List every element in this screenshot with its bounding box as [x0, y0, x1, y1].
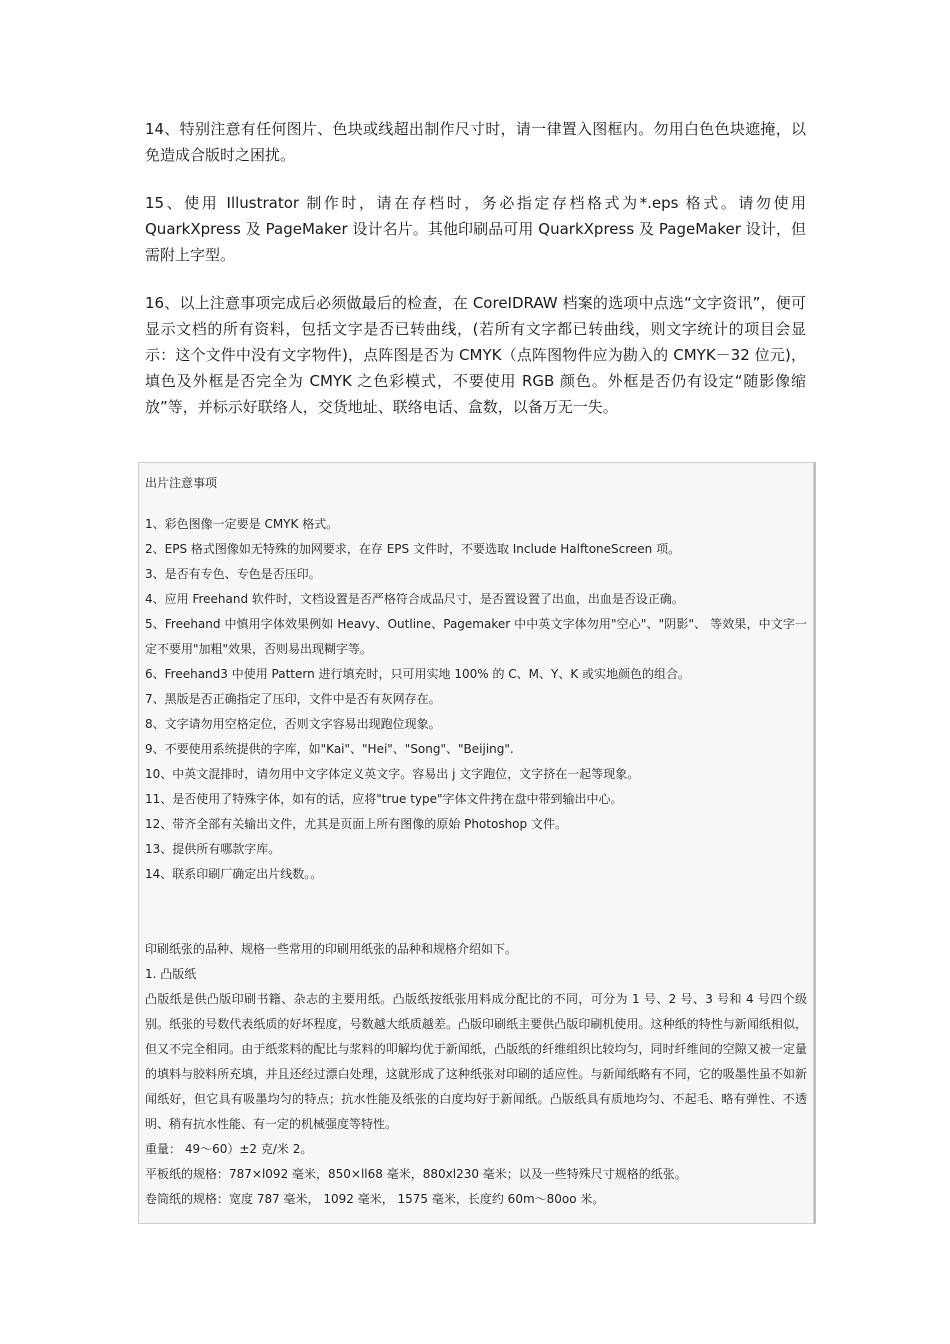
- paper-heading: 1. 凸版纸: [145, 967, 197, 981]
- paragraph-15: 15、使用 Illustrator 制作时，请在存档时，务必指定存档格式为*.eps 格式。请勿使用 QuarkXpress 及 PageMaker 设计名片。其他印刷品可用 QuarkXpress 及 PageMaker 设计，但需附上字型。: [145, 194, 806, 264]
- note-item: 4、应用 Freehand 软件时，文档设置是否严格符合成品尺寸，是否置设置了出血，出血是否设正确。: [145, 592, 684, 606]
- spacer: [145, 887, 807, 937]
- paper-intro: 印刷纸张的品种、规格一些常用的印刷用纸张的品种和规格介绍如下。: [145, 942, 518, 956]
- note-item: 7、黑版是否正确指定了压印，文件中是否有灰网存在。: [145, 692, 441, 706]
- note-item: 1、彩色图像一定要是 CMYK 格式。: [145, 517, 339, 531]
- note-item: 11、是否使用了特殊字体，如有的话，应将"true type"字体文件拷在盘中带到输出中心。: [145, 792, 623, 806]
- paper-description: 凸版纸是供凸版印刷书籍、杂志的主要用纸。凸版纸按纸张用料成分配比的不同，可分为 1 号、2 号、3 号和 4 号四个级别。纸张的号数代表纸质的好坏程度，号数越大纸质越差。凸版印刷纸主要供凸版印刷机使用。这种纸的特性与新闻纸相似，但又不完全相同。由于纸浆料的配比与浆料的叩解均优于新闻纸，凸版纸的纤维组织比较均匀，同时纤维间的空隙又被一定量的填料与胶料所充填，并且还经过漂白处理，这就形成了这种纸张对印刷的适应性。与新闻纸略有不同，它的吸墨性虽不如新闻纸好，但它具有吸墨均匀的特点；抗水性能及纸张的白度均好于新闻纸。凸版纸具有质地均匀、不起毛、略有弹性、不透明、稍有抗水性能、有一定的机械强度等特性。: [145, 992, 807, 1131]
- note-item: 9、不要使用系统提供的字库，如"Kai"、"Hei"、"Song"、"Beijing".: [145, 742, 514, 756]
- notes-title: 出片注意事项: [145, 476, 218, 490]
- notes-box: [138, 462, 814, 1224]
- notes-box-content: [145, 471, 807, 1212]
- paragraph-16: 16、以上注意事项完成后必须做最后的检查，在 CoreIDRAW 档案的选项中点选“文字资讯”，便可显示文档的所有资料，包括文字是否已转曲线，(若所有文字都已转曲线，则文字统计的项目会显示：这个文件中没有文字物件)，点阵图是否为 CMYK（点阵图物件应为勘入的 CMYK－32 位元)，填色及外框是否完全为 CMYK 之色彩模式，不要使用 RGB 颜色。外框是否仍有设定“随影像缩放”等，并标示好联络人，交货地址、联络电话、盒数，以备万无一失。: [145, 294, 806, 416]
- paper-roll-spec: 卷筒纸的规格：宽度 787 毫米， 1092 毫米， 1575 毫米，长度约 60m～80oo 米。: [145, 1192, 605, 1206]
- paper-weight: 重量： 49～60）±2 克/米 2。: [145, 1142, 313, 1156]
- note-item: 2、EPS 格式图像如无特殊的加网要求，在存 EPS 文件时，不要选取 Include HalftoneScreen 项。: [145, 542, 681, 556]
- note-item: 13、提供所有哪款字库。: [145, 842, 281, 856]
- paper-flat-spec: 平板纸的规格：787×l092 毫米，850×ll68 毫米，880xl230 毫米；以及一些特殊尺寸规格的纸张。: [145, 1167, 687, 1181]
- note-item: 10、中英文混排时，请勿用中文字体定义英文字。容易出 j 文字跑位，文字挤在一起等现象。: [145, 767, 640, 781]
- note-item: 8、文字请勿用空格定位，否则文字容易出现跑位现象。: [145, 717, 441, 731]
- note-item: 14、联系印刷厂确定出片线数。。: [145, 867, 323, 881]
- note-item: 12、带齐全部有关输出文件，尤其是页面上所有图像的原始 Photoshop 文件。: [145, 817, 567, 831]
- note-item: 5、Freehand 中慎用字体效果例如 Heavy、Outline、Pagemaker 中中英文字体勿用"空心"、"阴影"、 等效果，中文字一定不要用"加粗"效果，否则易出现糊字等。: [145, 617, 807, 656]
- note-item: 3、是否有专色、专色是否压印。: [145, 567, 321, 581]
- spacer: [145, 496, 807, 512]
- paragraph-14: 14、特别注意有任何图片、色块或线超出制作尺寸时，请一律置入图框内。勿用白色色块遮掩，以免造成合版时之困扰。: [145, 120, 806, 164]
- note-item: 6、Freehand3 中使用 Pattern 进行填充时，只可用实地 100% 的 C、M、Y、K 或实地颜色的组合。: [145, 667, 691, 681]
